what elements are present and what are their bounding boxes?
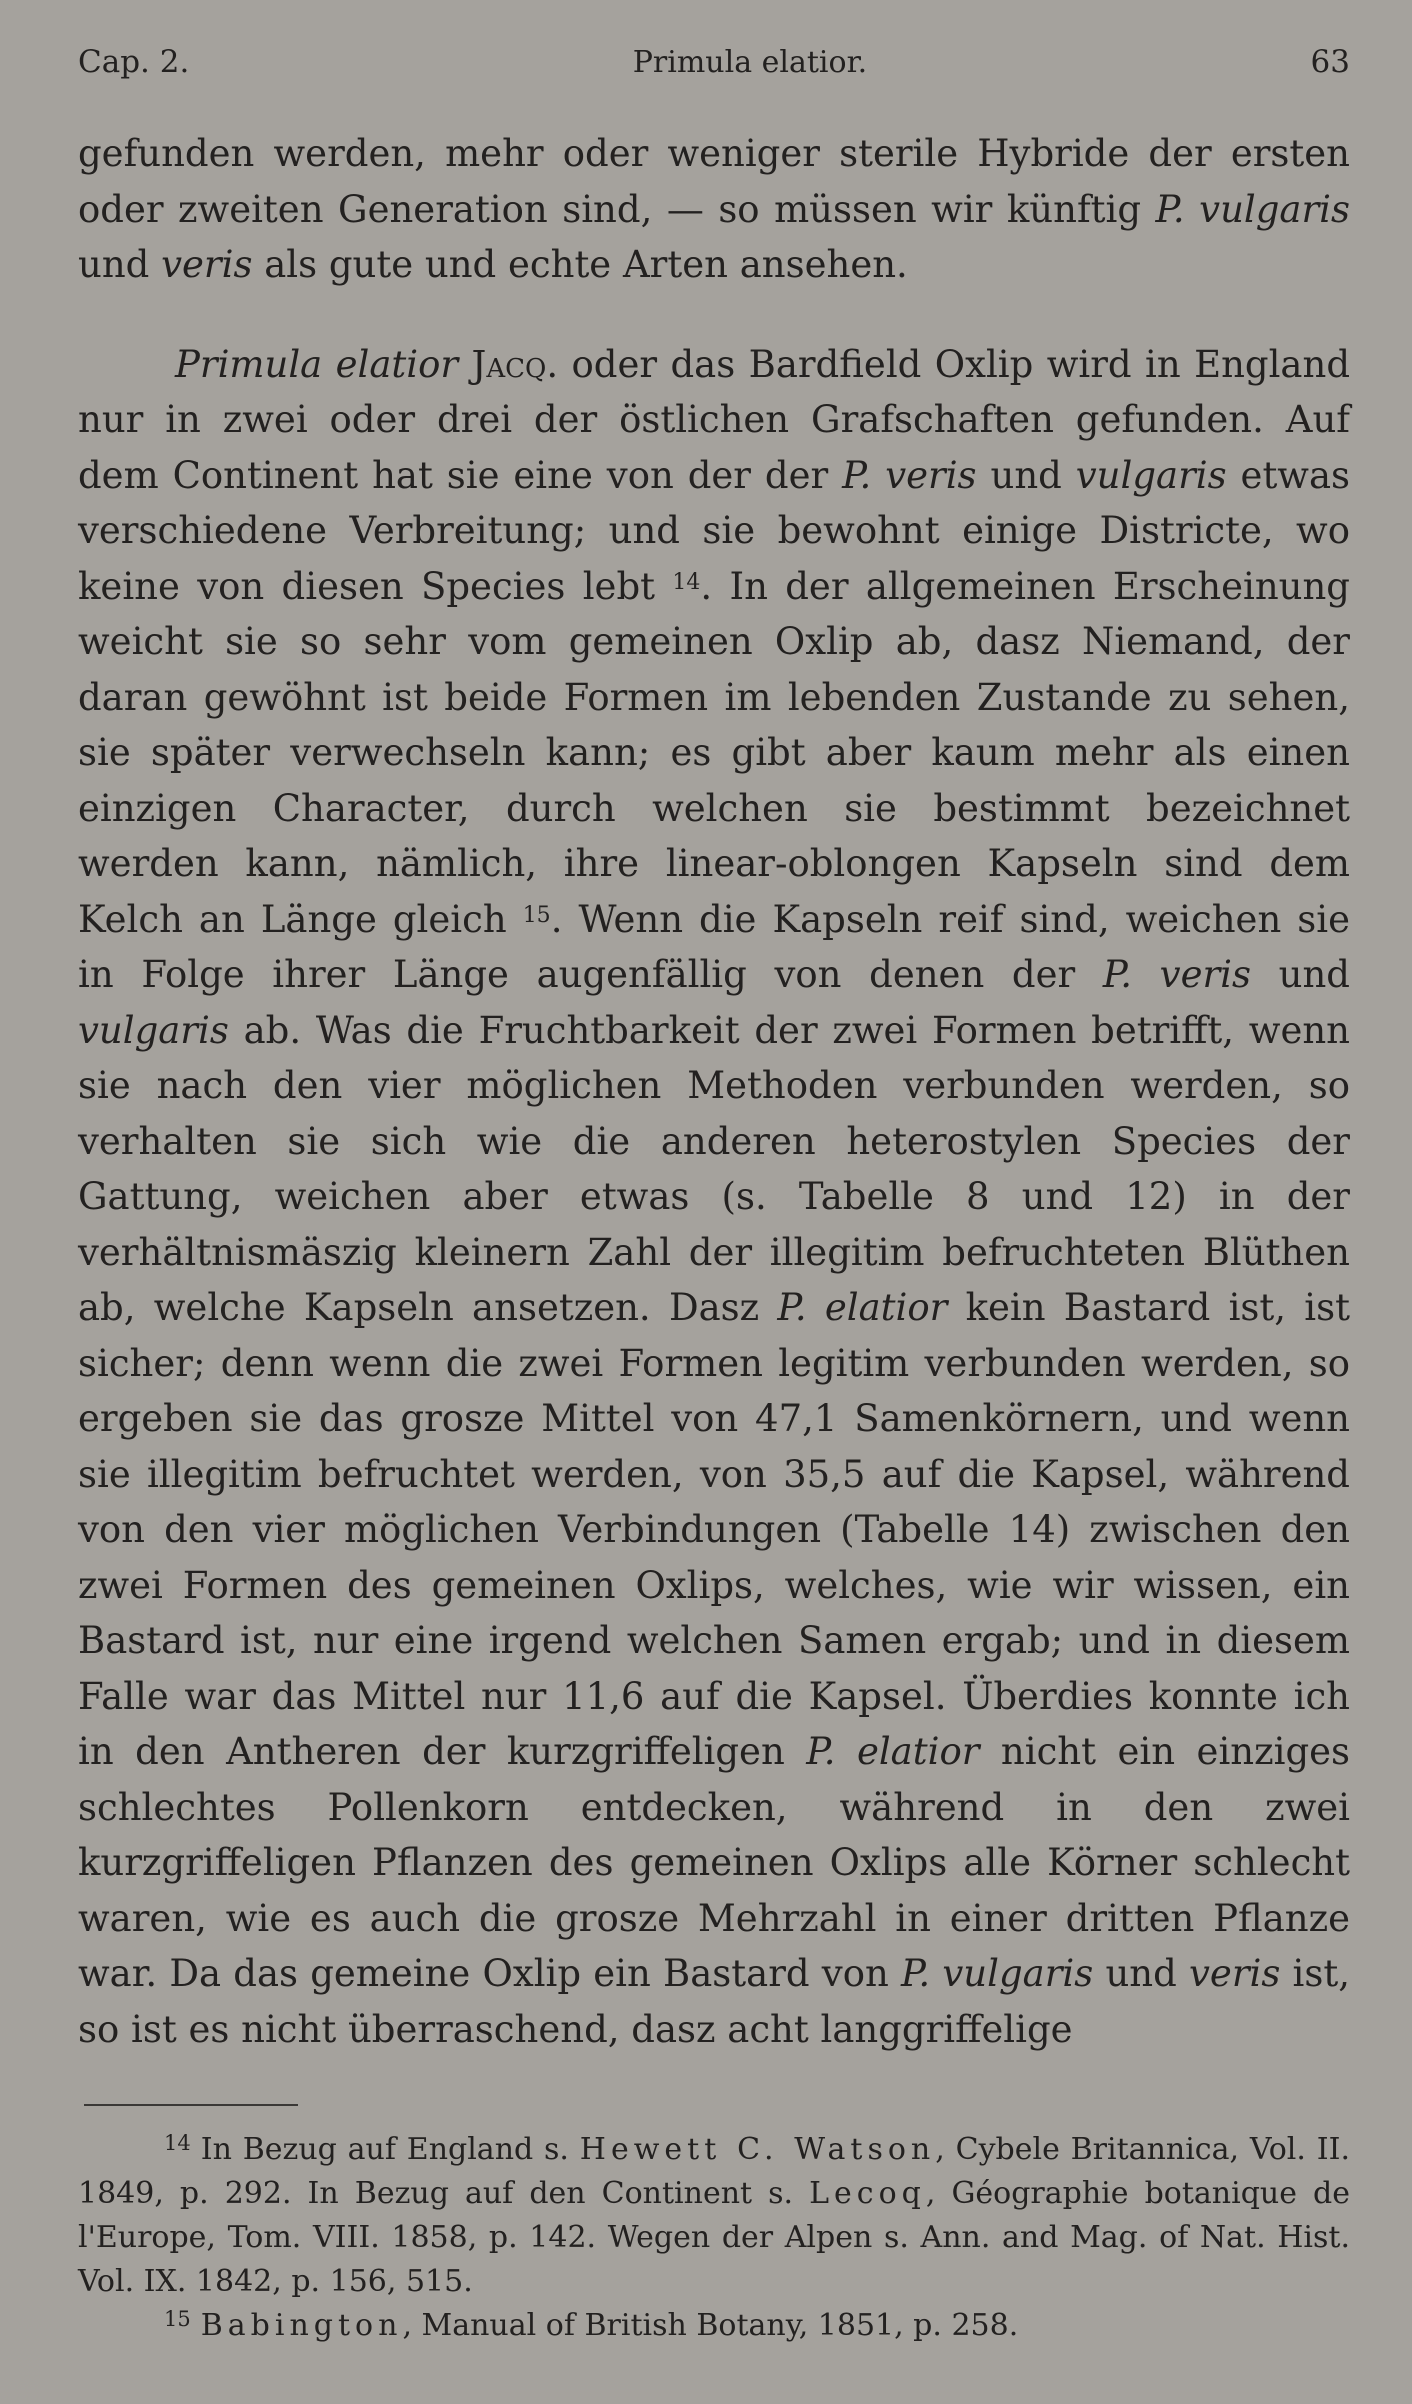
species-name: vulgaris [78,1008,229,1052]
footnotes [78,2128,1350,2348]
author-name: Babington [200,2308,403,2343]
running-header [78,38,1350,86]
species-name: Primula elatior [175,342,459,386]
body-text: oder das Bardfield Oxlip wird in England nur in zwei oder drei der östlichen Grafschaften gefunden. Auf dem Continent hat sie eine von der der [78,342,1350,497]
body-text: ist, so ist es nicht überraschend, dasz acht langgriffelige [78,1952,1350,2051]
continuation-text: als gute und echte Arten ansehen. [264,243,908,286]
species-name: vulgaris [1075,453,1227,497]
body-text: . In der allgemeinen Erscheinung weicht sie so sehr vom gemeinen Oxlip ab, dasz Niemand, der daran gewöhnt ist beide Formen im lebenden Zustande zu sehen, sie später verwechseln kann; es gibt aber kaum mehr als einen einzigen Character, durch welchen sie bestimmt bezeichnet werden kann, nämlich, ihre linear-oblongen Kapseln sind dem Kelch an Länge gleich [78,564,1350,941]
species-name: P. veris [1102,953,1251,996]
footnote-text: In Bezug auf England s. [200,2132,569,2167]
main-paragraph [78,337,1350,2058]
footnote-text: , Cybele Britannica, Vol. II. 1849, p. 292. In Bezug auf den Continent s. [78,2132,1350,2211]
footnote-ref-14[interactable]: 14 [672,569,701,595]
chapter-label: Cap. 2. [78,44,190,80]
author-abbrev: Jacq. [471,342,559,386]
species-name: P. vulgaris [901,1952,1094,1995]
footnote-text: , Manual of British Botany, 1851, p. 258. [402,2308,1019,2343]
continuation-paragraph [78,126,1350,293]
author-name: Hewett C. Watson [579,2132,936,2167]
species-name: P. elatior [777,1286,948,1329]
footnote-number: 14 [164,2131,191,2155]
body-text: etwas verschiedene Verbreitung; und sie bewohnt einige Districte, wo keine von diesen Species lebt [78,453,1351,608]
author-name: Lecoq [809,2176,926,2211]
continuation-text: und [78,243,150,286]
species-name: veris [161,243,253,286]
page-number: 63 [1310,44,1350,80]
species-name: P. vulgaris [1155,187,1350,231]
footnote-ref-15[interactable]: 15 [522,902,551,928]
footnote-divider [84,2104,298,2106]
continuation-text: gefunden werden, mehr oder weniger sterile Hybride der ersten oder zweiten Generation sind, — so müssen wir künftig [78,132,1350,231]
species-name: P. veris [842,453,977,497]
footnote-14 [78,2128,1350,2304]
body-text: und [1278,953,1350,996]
body-text: kein Bastard ist, ist sicher; denn wenn die zwei Formen legitim verbunden werden, so ergeben sie das grosze Mittel von 47,1 Samenkörnern, und wenn sie illegitim befruchtet werden, von 35,5 auf die Kapsel, während von den vier möglichen Verbindungen (Tabelle 14) zwischen den zwei Formen des gemeinen Oxlips, welches, wie wir wissen, ein Bastard ist, nur eine irgend welchen Samen ergab; und in diesem Falle war das Mittel nur 11,6 auf die Kapsel. Überdies konnte ich in den Antheren der kurzgriffeligen [78,1286,1350,1773]
species-name: P. elatior [806,1730,980,1773]
running-title: Primula elatior. [632,45,868,80]
footnote-15 [78,2304,1350,2348]
species-name: veris [1189,1952,1281,1995]
footnote-text: , Géographie botanique de l'Europe, Tom. VIII. 1858, p. 142. Wegen der Alpen s. Ann. and Mag. of Nat. Hist. Vol. IX. 1842, p. 156, 515. [78,2176,1350,2299]
body-text: nicht ein einziges schlechtes Pollenkorn entdecken, während in den zwei kurzgriffeligen Pflanzen des gemeinen Oxlips alle Körner schlecht waren, wie es auch die grosze Mehrzahl in einer dritten Pflanze war. Da das gemeine Oxlip ein Bastard von [78,1730,1351,1995]
footnote-number: 15 [164,2307,191,2331]
body-text: ab. Was die Fruchtbarkeit der zwei Formen betrifft, wenn sie nach den vier möglichen Methoden verbunden werden, so verhalten sie sich wie die anderen heterostylen Species der Gattung, weichen aber etwas (s. Tabelle 8 und 12) in der verhältnismäszig kleinern Zahl der illegitim befruchteten Blüthen ab, welche Kapseln ansetzen. Dasz [78,1008,1350,1329]
body-text: und [1105,1952,1177,1995]
body-text: . Wenn die Kapseln reif sind, weichen sie in Folge ihrer Länge augenfällig von denen der [78,897,1350,996]
body-text: und [990,453,1062,497]
